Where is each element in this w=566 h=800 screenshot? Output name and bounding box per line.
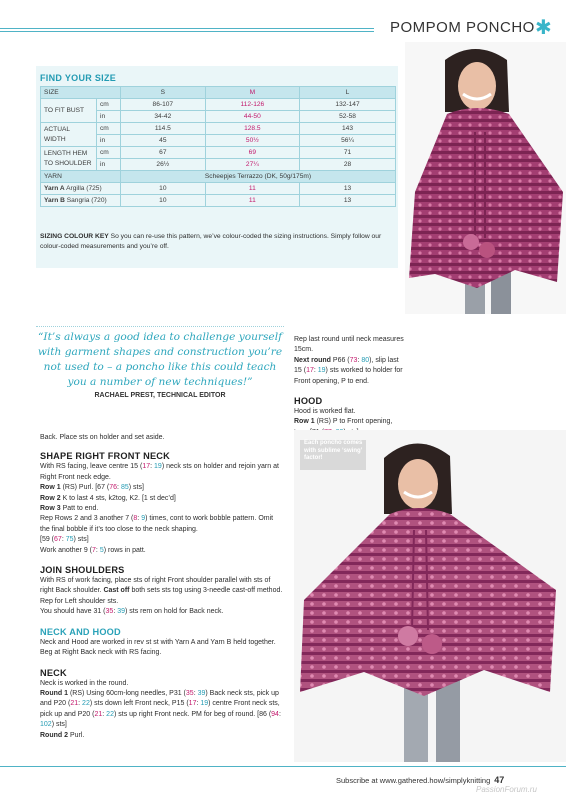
header-rule-lower [0,31,374,32]
value-l: 132-147 [300,99,396,111]
text-run: : [61,536,66,544]
subscribe-link[interactable]: Subscribe at www.gathered.how/simplyknitting [336,776,491,785]
section-title: POMPOM PONCHO [390,19,535,36]
size-l-value: 22 [106,710,114,718]
row-label: Row 1 [40,484,61,492]
yarn-label: YARN [41,171,121,183]
text-run: With RS of work facing, place sts of right Front shoulder parallel with sts of right Back shoulder. [40,577,271,595]
size-l-value: 19 [200,700,209,708]
value-s: 26½ [121,159,206,171]
row-label: Round 1 [40,689,68,697]
heading-hood: HOOD [294,396,323,407]
text-run: ) sts] [51,721,67,729]
text-run: [59 ( [40,536,55,544]
middle-column [294,335,406,438]
size-m-value: 17 [306,367,314,375]
text-run: (RS) Using 60cm-long needles, P31 ( [68,689,186,697]
yarn-name: Scheepjes Terrazzo (DK, 50g/175m) [121,171,396,183]
size-m-value: 35 [185,689,194,697]
size-m-value: 17 [142,463,151,471]
value-s: 45 [121,135,206,147]
size-s-header: S [121,87,206,99]
text-run: both sets sts tog using 3-needle cast-off method. [129,587,283,595]
value-l: 13 [300,195,396,207]
value-s: 10 [121,195,206,207]
size-l-value: 19 [317,367,326,375]
row-label: Next round [294,356,331,364]
text-run: ) sts worked to holder for Front opening, P to end. [294,367,403,385]
text-run: : [78,700,83,708]
round-1 [40,689,284,731]
text-run: ) Back neck sts, pick up and P20 ( [40,689,279,708]
size-l-header: L [300,87,396,99]
value-m: 11 [205,183,299,195]
hood-intro: Hood is worked flat. [294,408,356,416]
text-run: ) times, cont to work bobble pattern. Omit the final bobble if it’s too close to the neck shaping. [40,515,274,533]
table-row [41,123,396,135]
repeat-left: Rep for Left shoulder sts. [40,597,119,605]
text-run: K to last 4 sts, k2tog, K2. [1 st dec’d] [60,494,176,502]
text-run: : [278,710,281,718]
size-l-value: 5 [99,546,104,554]
stitch-count [40,535,284,545]
size-m-value: 67 [54,536,62,544]
neck-hood-intro: Neck and Hood are worked in rev st st with Yarn A and Yarn B held together. Beg at Right Back neck with RS facing. [40,638,276,657]
neck-intro: Neck is worked in the round. [40,679,129,687]
size-l-value: 39 [197,689,206,697]
value-s: 67 [121,147,206,159]
poncho-illustration-top [405,42,566,314]
text-run: : [113,608,118,616]
shape-intro [40,462,284,483]
round-2 [40,731,284,741]
row-2 [40,494,284,504]
heading-neck-and-hood: NECK AND HOOD [40,626,121,637]
size-table-title: FIND YOUR SIZE [40,73,117,83]
value-l: 52-58 [300,111,396,123]
unit-cell: cm [97,147,121,159]
value-m: 50½ [205,135,299,147]
size-m-header: M [205,87,299,99]
text-run: ) sts] [128,484,144,492]
quote-rule [36,326,284,327]
text-run: With RS facing, leave centre 15 ( [40,463,143,471]
row-label: Round 2 [40,731,68,739]
asterisk-icon: ✱ [535,17,552,39]
quote-attribution: RACHAEL PREST, TECHNICAL EDITOR [94,392,226,399]
size-m-value: 21 [94,710,103,718]
join-instruction [40,576,284,597]
text-run: : [150,463,155,471]
value-m: 69 [205,147,299,159]
text-run: Patt to end. [60,505,99,513]
size-l-value: 39 [117,608,125,616]
table-row [41,195,396,207]
text-run: You should have 31 ( [40,608,106,616]
size-table [40,86,396,207]
text-run: ) sts down left Front neck, P15 ( [89,700,189,708]
size-m-value: 73 [349,356,358,364]
footer-rule [0,766,566,767]
size-l-value: 22 [82,700,90,708]
poncho-photo-top [405,42,566,314]
text-run: : [193,689,198,697]
value-l: 71 [300,147,396,159]
size-m-value: 17 [188,700,197,708]
value-m: 44-50 [205,111,299,123]
heading-shape-right-front-neck: SHAPE RIGHT FRONT NECK [40,451,170,462]
remaining-stitches [40,607,284,617]
table-row [41,99,396,111]
row-1 [40,483,284,493]
size-m-value: 94 [271,710,279,718]
yarn-b-shade: Sangria (720) [66,196,107,204]
text-run: ) sts] [73,536,89,544]
key-heading: SIZING COLOUR KEY [40,233,109,240]
value-l: 143 [300,123,396,135]
row-label: Row 3 [40,505,61,513]
text-run: : [313,367,318,375]
yarn-b-label [41,195,121,207]
unit-cell: cm [97,99,121,111]
sizing-colour-key [40,232,392,251]
poncho-photo-bottom [294,430,566,762]
size-m-value: 35 [105,608,114,616]
yarn-a-shade: Argilla (725) [66,184,102,192]
table-row [41,147,396,159]
size-l-value: 102 [40,721,52,729]
neck-measure: Rep last round until neck measures 15cm. [294,336,404,354]
page-number: 47 [494,775,505,785]
left-column [40,433,284,741]
poncho-illustration-bottom [294,430,566,762]
size-m-value: 7 [92,546,96,554]
size-l-value: 75 [65,536,74,544]
value-s: 34-42 [121,111,206,123]
text-run: Purl. [68,731,85,739]
row-label: ACTUAL WIDTH [41,123,97,147]
row-label: TO FIT BUST [41,99,97,123]
yarn-a-label [41,183,121,195]
text-run: P66 ( [330,356,350,364]
size-label: SIZE [41,87,121,99]
value-l: 28 [300,159,396,171]
text-run: ) rows in patt. [103,546,146,554]
row-label: Row 2 [40,494,61,502]
unit-cell: in [97,135,121,147]
yarn-b-bold: Yarn B [44,196,65,204]
unit-cell: in [97,159,121,171]
text-run: : [357,356,362,364]
heading-neck: NECK [40,667,67,678]
row-3 [40,504,284,514]
unit-cell: cm [97,123,121,135]
text-run: ) neck sts on holder and rejoin yarn at Right Front neck edge. [40,463,279,481]
text-run: : [137,515,142,523]
value-m: 11 [205,195,299,207]
yarn-row [41,171,396,183]
text-run: : [95,546,100,554]
value-m: 128.5 [205,123,299,135]
table-header-row [41,87,396,99]
size-m-value: 76 [109,484,118,492]
text-run: : [117,484,121,492]
size-l-value: 85 [120,484,129,492]
pull-quote: “It’s always a good idea to challenge yourself with garment shapes and construction you’re not used to – a poncho like this could teach you a number of new techniques!” [37,331,283,388]
text-run: ) centre Front neck sts, pick up and P20 ( [40,700,280,718]
value-s: 10 [121,183,206,195]
next-round [294,356,406,387]
repeat-instruction [40,514,284,535]
key-body: So you can re-use this pattern, we’ve colour-coded the sizing instructions. Simply follow our colour-coded measurements and you’re off. [40,233,382,250]
value-s: 86-107 [121,99,206,111]
text-run: ) sts up right Front neck. PM for beg of round. [86 ( [113,710,272,718]
value-l: 13 [300,183,396,195]
row-label: Row 1 [294,418,315,426]
text-run: : [102,710,107,718]
cast-off-term: Cast off [103,587,130,595]
text-run: (RS) Purl. [67 ( [60,484,110,492]
size-l-value: 9 [141,515,146,523]
value-m: 112-126 [205,99,299,111]
size-m-value: 21 [70,700,79,708]
text-run: (RS) P to Front opening, [316,418,393,426]
unit-cell: in [97,111,121,123]
value-l: 56¼ [300,135,396,147]
value-m: 27¼ [205,159,299,171]
heading-join-shoulders: JOIN SHOULDERS [40,565,125,576]
work-another [40,546,284,556]
text-run: Rep Rows 2 and 3 another 7 ( [40,515,134,523]
text-run: Work another 9 ( [40,546,93,554]
row-label: LENGTH HEM TO SHOULDER [41,147,97,171]
table-row [41,183,396,195]
size-m-value: 8 [133,515,138,523]
header-rule [0,28,374,29]
footer [336,775,504,785]
size-l-value: 19 [154,463,162,471]
photo-caption: Each poncho comes with sublime ‘swing’ factor! [304,440,363,461]
yarn-a-bold: Yarn A [44,184,65,192]
value-s: 114.5 [121,123,206,135]
size-l-value: 80 [361,356,370,364]
text-run: ), slip last 15 ( [294,356,399,375]
text-run: : [196,700,201,708]
back-instruction: Back. Place sts on holder and set aside. [40,434,165,441]
text-run: ) sts rem on hold for Back neck. [125,608,224,616]
watermark: PassionForum.ru [476,785,537,794]
